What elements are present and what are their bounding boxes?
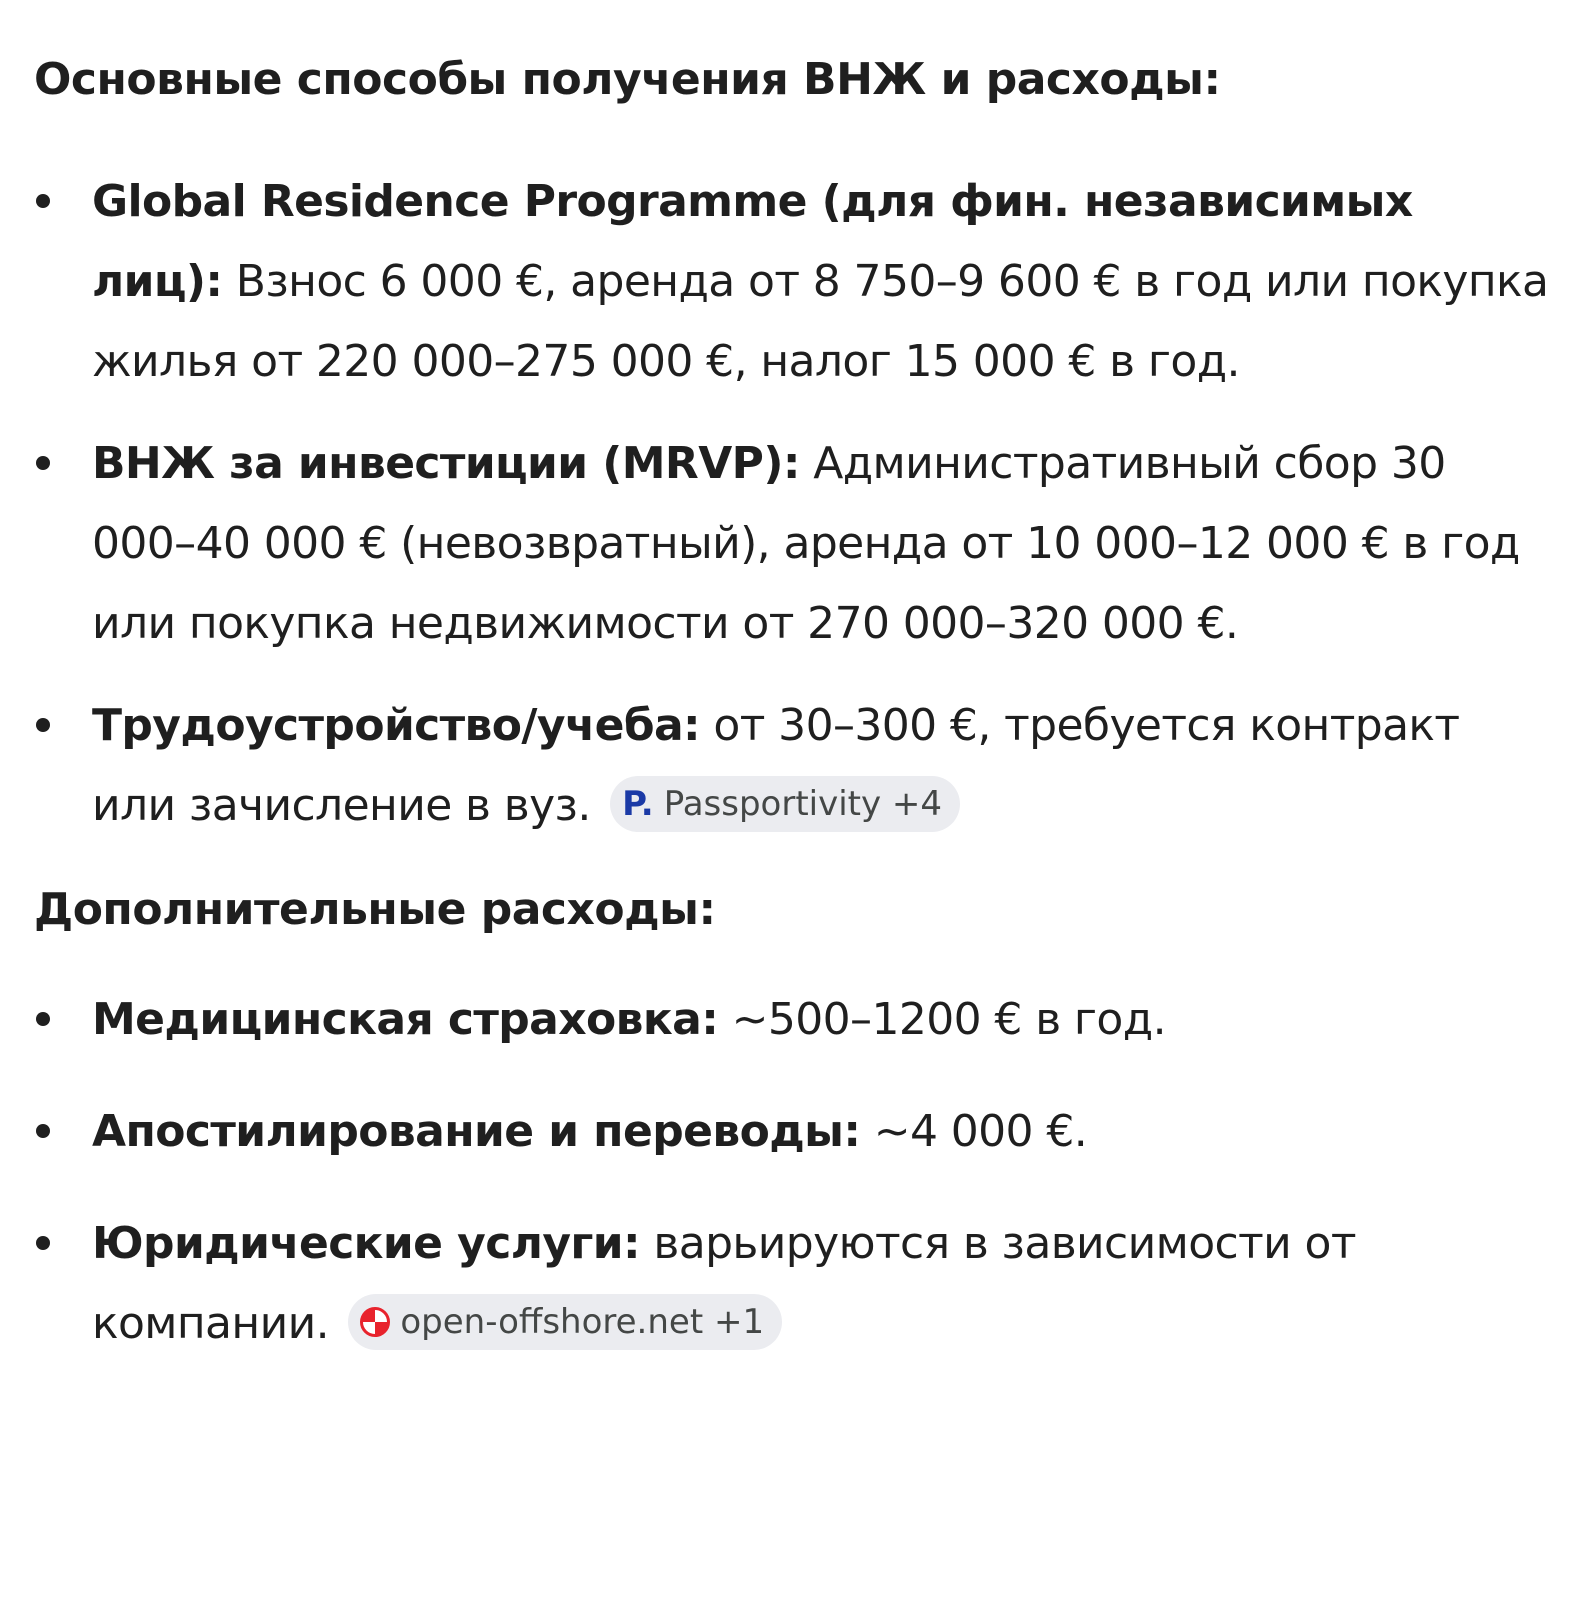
passportivity-logo-icon: P. (622, 784, 654, 824)
additional-costs-list (34, 980, 1554, 1364)
source-chip-label: Passportivity +4 (663, 784, 943, 824)
list-item-text: варьируются в зависимости от компании. (92, 1218, 1356, 1349)
source-chip-open-offshore[interactable] (348, 1294, 782, 1350)
list-item (34, 1204, 1554, 1364)
list-item-text: ~500–1200 € в год. (718, 994, 1166, 1045)
source-chip-passportivity[interactable] (610, 776, 960, 832)
list-item-title: Трудоустройство/учеба: (92, 700, 701, 751)
open-offshore-logo-icon (360, 1307, 390, 1337)
list-item-text: ~4 000 €. (860, 1106, 1088, 1157)
section-heading-residence-methods: Основные способы получения ВНЖ и расходы: (34, 54, 1221, 105)
list-item-title: Global Residence Programme (для фин. независимых лиц): (92, 176, 1413, 307)
list-item-title: Апостилирование и переводы: (92, 1106, 861, 1157)
response-content (34, 0, 1554, 1364)
list-item (34, 686, 1554, 846)
list-item-text: от 30–300 €, требуется контракт или зачисление в вуз. (92, 700, 1460, 831)
list-item-title: ВНЖ за инвестиции (MRVP): (92, 438, 800, 489)
residence-methods-list (34, 162, 1554, 846)
list-item (34, 1092, 1554, 1172)
list-item (34, 162, 1554, 402)
list-item-text: Взнос 6 000 €, аренда от 8 750–9 600 € в год или покупка жилья от 220 000–275 000 €, налог 15 000 € в год. (92, 256, 1549, 387)
list-item-title: Медицинская страховка: (92, 994, 719, 1045)
list-item-text: Административный сбор 30 000–40 000 € (невозвратный), аренда от 10 000–12 000 € в год или покупка недвижимости от 270 000–320 000 €. (92, 438, 1520, 649)
list-item (34, 980, 1554, 1060)
list-item (34, 424, 1554, 664)
section-heading-additional-costs: Дополнительные расходы: (34, 884, 716, 935)
list-item-title: Юридические услуги: (92, 1218, 641, 1269)
source-chip-label: open-offshore.net +1 (400, 1302, 765, 1342)
